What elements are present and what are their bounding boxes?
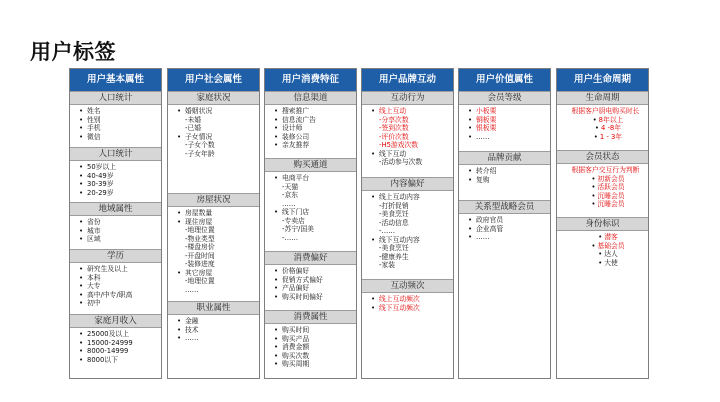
tag-item: -分享次数	[379, 115, 409, 124]
section-title: 品牌贡献	[459, 151, 550, 165]
tag-list	[362, 105, 453, 167]
tag-item: • 技术	[177, 326, 259, 335]
tag-item: -签到次数	[379, 124, 409, 132]
tag-item: • 企业高管	[468, 225, 550, 234]
tag-item: ……	[185, 285, 199, 294]
tag-item: • ……	[177, 334, 259, 343]
tag-item: • 姓名	[79, 107, 161, 116]
column-user-value	[458, 68, 551, 379]
tag-item: ……	[282, 199, 296, 208]
tag-item: • 购买时间偏好	[274, 293, 356, 302]
section-title: 房屋状况	[168, 193, 259, 207]
section-consumption-attributes	[265, 310, 356, 369]
section-identity	[557, 217, 648, 267]
section-purchase-channel	[265, 158, 356, 242]
column-header: 用户社会属性	[168, 69, 259, 91]
tag-item: • 大使	[566, 259, 648, 268]
tag-list	[70, 216, 161, 244]
tag-list	[70, 328, 161, 364]
tag-item: • 微信	[79, 133, 161, 142]
section-title: 消费属性	[265, 310, 356, 324]
section-title: 内容偏好	[362, 177, 453, 191]
tag-item: -……	[282, 233, 299, 242]
section-title: 信息渠道	[265, 91, 356, 105]
tag-item: -活动参与次数	[379, 158, 423, 166]
tag-item: • 潜客	[566, 233, 648, 242]
section-lifecycle	[557, 91, 648, 141]
tag-list	[459, 165, 550, 184]
tag-list	[70, 161, 161, 197]
tag-item: -打折促销	[379, 201, 409, 210]
tag-item: -健康养生	[379, 252, 409, 261]
tag-item: -美食烹饪	[379, 210, 409, 218]
tag-item: • 初中	[79, 299, 161, 308]
tag-list	[459, 105, 550, 141]
section-title: 会员状态	[557, 150, 648, 164]
tag-list	[557, 105, 648, 141]
tag-item: • 线上互动频次	[371, 295, 453, 304]
tag-item: • 8年以上	[566, 116, 648, 125]
column-user-basic	[69, 68, 162, 379]
tag-item: • 亲友推荐	[274, 141, 356, 150]
tag-item: • 政府官员	[468, 216, 550, 225]
tag-item: • 购买周期	[274, 360, 356, 369]
tag-item: • 促销方式偏好	[274, 276, 356, 285]
section-title: 会员等级	[459, 91, 550, 105]
section-title: 互动行为	[362, 91, 453, 105]
section-occupation	[168, 301, 259, 343]
tag-list	[168, 315, 259, 343]
tag-list	[265, 172, 356, 242]
tag-item: -评价次数	[379, 132, 409, 141]
tag-item: -未婚	[185, 115, 202, 124]
tag-item: 根据客户交互行为判断	[571, 166, 640, 174]
tag-item: -京东	[282, 191, 299, 199]
tag-item: • 线下互动频次	[371, 304, 453, 313]
tag-item: -苏宁/国美	[282, 225, 314, 233]
tag-item: • 20-29岁	[79, 189, 161, 198]
tag-item: -天猫	[282, 182, 299, 191]
section-member-level	[459, 91, 550, 141]
section-brand-contribution	[459, 151, 550, 184]
section-title: 人口统计	[70, 147, 161, 161]
tag-item: • 30-39岁	[79, 180, 161, 189]
tag-item: -家装	[379, 261, 396, 269]
column-header: 用户品牌互动	[362, 69, 453, 91]
column-header: 用户生命周期	[557, 69, 648, 91]
tag-item: • 信息流广告	[274, 116, 356, 125]
section-title: 家庭月收入	[70, 314, 161, 328]
tag-list	[362, 293, 453, 312]
tag-item: • 大专	[79, 282, 161, 291]
section-demographics	[70, 91, 161, 141]
tag-list	[265, 324, 356, 369]
column-user-social	[167, 68, 260, 379]
tag-item: • 设计师	[274, 124, 356, 133]
tag-item: -子女个数	[185, 141, 215, 149]
tag-item: • 手机	[79, 124, 161, 133]
tag-item: • 电商平台	[274, 174, 356, 183]
tag-item: • 研究生及以上	[79, 265, 161, 274]
section-title: 职业属性	[168, 301, 259, 315]
section-title: 身份标识	[557, 217, 648, 231]
section-household-income	[70, 314, 161, 364]
section-region	[70, 202, 161, 244]
tag-item: -美食烹饪	[379, 244, 409, 252]
tag-list	[168, 207, 259, 294]
tag-item: • 装修公司	[274, 133, 356, 142]
tag-list	[459, 214, 550, 242]
tag-item: • 50岁以上	[79, 163, 161, 172]
tag-item: • 40-49岁	[79, 172, 161, 181]
tag-item: -物业类型	[185, 234, 215, 243]
tag-item: -已婚	[185, 124, 202, 132]
section-interaction-frequency	[362, 279, 453, 312]
tag-list	[362, 191, 453, 270]
tag-item: -楼盘房价	[185, 243, 215, 251]
tag-item: • 子女情况	[177, 133, 259, 142]
tag-item: • 购买次数	[274, 352, 356, 361]
tag-item: • 基础会员	[566, 242, 648, 251]
tag-list	[70, 263, 161, 308]
tag-item: -H5游戏次数	[379, 141, 419, 149]
tag-item: • 8000以下	[79, 356, 161, 365]
tag-item: • 价格偏好	[274, 267, 356, 276]
section-age	[70, 147, 161, 197]
tag-item: • 银板栗	[468, 124, 550, 133]
tag-item: • 性别	[79, 116, 161, 125]
section-title: 购买通道	[265, 158, 356, 172]
tag-item: • 小板栗	[468, 107, 550, 116]
tag-item: • 铜板栗	[468, 116, 550, 125]
tag-item: • 25000及以上	[79, 330, 161, 339]
tag-item: • 沉睡会员	[566, 192, 648, 201]
tag-item: • 其它房屋	[177, 269, 259, 278]
column-user-lifecycle	[556, 68, 649, 379]
column-user-consumption	[264, 68, 357, 379]
tag-item: 根据客户厨电购买时长	[571, 107, 640, 115]
column-header: 用户消费特征	[265, 69, 356, 91]
section-title: 关系型战略会员	[459, 200, 550, 214]
tag-item: • 复购	[468, 176, 550, 185]
tag-list	[70, 105, 161, 141]
section-family	[168, 91, 259, 158]
tag-item: -子女年龄	[185, 149, 215, 158]
section-member-status	[557, 150, 648, 209]
tag-item: • 婚姻状况	[177, 107, 259, 116]
section-title: 家庭状况	[168, 91, 259, 105]
tag-list	[265, 105, 356, 150]
section-strategic-member	[459, 200, 550, 242]
tag-item: • 线上互动内容	[371, 193, 453, 202]
tag-item: • 沉睡会员	[566, 200, 648, 209]
tag-item: • 初新会员	[566, 175, 648, 184]
section-title: 人口统计	[70, 91, 161, 105]
tag-item: • 活跃会员	[566, 183, 648, 192]
tag-item: • 搜索推广	[274, 107, 356, 116]
tag-item: • 区域	[79, 235, 161, 244]
column-header: 用户价值属性	[459, 69, 550, 91]
tag-item: • 8000-14999	[79, 347, 161, 356]
tag-item: • 达人	[566, 250, 648, 259]
tag-item: • 房屋数量	[177, 209, 259, 218]
section-content-preference	[362, 177, 453, 270]
tag-item: • 高中/中专/职高	[79, 291, 161, 300]
tag-item: • 本科	[79, 274, 161, 283]
tag-item: • 金融	[177, 317, 259, 326]
tag-item: -地理位置	[185, 277, 215, 285]
tag-item: • 线下互动内容	[371, 236, 453, 245]
section-title: 互动频次	[362, 279, 453, 293]
tag-item: • 转介绍	[468, 167, 550, 176]
section-interaction-behavior	[362, 91, 453, 167]
column-brand-interaction	[361, 68, 454, 379]
section-consumption-preference	[265, 251, 356, 301]
tag-item: • 产品偏好	[274, 284, 356, 293]
tag-item: • 线下互动	[371, 150, 453, 159]
tag-item: • 城市	[79, 227, 161, 236]
tag-list	[168, 105, 259, 158]
tag-list	[265, 265, 356, 301]
tag-item: • 线上互动	[371, 107, 453, 116]
tag-item: -开盘时间	[185, 251, 215, 260]
tag-item: • 消费金额	[274, 343, 356, 352]
section-housing	[168, 193, 259, 294]
tag-item: -专卖店	[282, 216, 305, 225]
tag-item: • 15000-24999	[79, 339, 161, 348]
column-header: 用户基本属性	[70, 69, 161, 91]
tag-list	[557, 164, 648, 209]
section-title: 消费偏好	[265, 251, 356, 265]
tag-item: • 省份	[79, 218, 161, 227]
section-education	[70, 249, 161, 308]
tag-item: • 购买时间	[274, 326, 356, 335]
page-title: 用户标签	[30, 40, 116, 64]
section-info-channel	[265, 91, 356, 150]
section-title: 学历	[70, 249, 161, 263]
tag-item: • 现住房屋	[177, 218, 259, 227]
tag-item: -活动信息	[379, 218, 409, 227]
section-title: 地域属性	[70, 202, 161, 216]
tag-item: • ……	[468, 233, 550, 242]
tag-item: -地理位置	[185, 226, 215, 234]
tag-item: • 购买产品	[274, 335, 356, 344]
tag-item: • 4 -8年	[566, 124, 648, 133]
section-title: 生命周期	[557, 91, 648, 105]
tag-item: -……	[379, 227, 396, 235]
tag-item: -装修进度	[185, 260, 215, 268]
tag-item: • ……	[468, 133, 550, 142]
tag-item: • 1 - 3年	[566, 133, 648, 142]
tag-item: • 线下门店	[274, 208, 356, 217]
tag-list	[557, 231, 648, 267]
